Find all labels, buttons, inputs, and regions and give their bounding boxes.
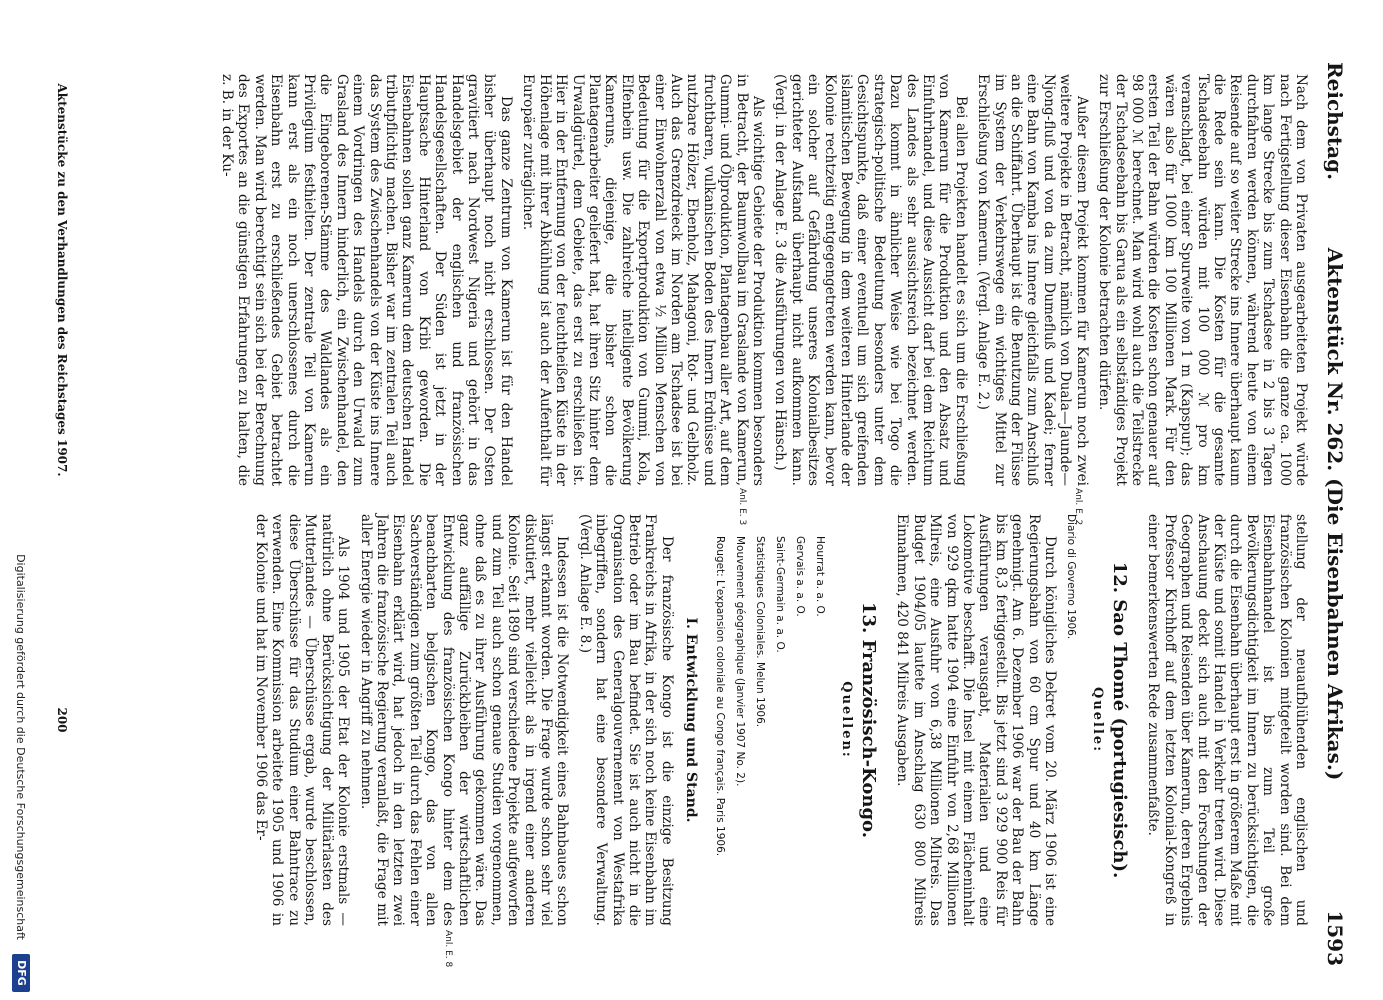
margin-note-anlage: Anl. E. 3 xyxy=(737,488,747,526)
dfg-logo: DFG xyxy=(12,954,30,992)
footer-publication-line: Aktenstücke zu den Verhandlungen des Reichstages 1907. xyxy=(55,83,69,477)
footer-page-number: 200 xyxy=(55,707,69,733)
subsection-heading: I. Entwicklung und Stand. xyxy=(683,617,700,823)
margin-note-anlage: Anl. E. 2 xyxy=(1073,488,1083,526)
section-paragraph: Der französische Kongo ist die einzige Besitzung Frankreichs in Afrika, in der sich noch keine Eisenbahn im Betrieb oder im Bau befindet. Sie ist auch nicht in die Organisation des Generalgouvernement von Westafrika inbegriffen, sondern hat eine besondere Verwaltung. (Vergl. Anlage E. 8.) xyxy=(576,514,675,926)
source-entry: Rouget: L'expansion coloniale au Congo français. Paris 1906. xyxy=(714,536,727,857)
section-sources-label: Quelle: xyxy=(1089,687,1105,753)
header-title: Aktenstück Nr. 262. (Die Eisenbahnen Afrikas.) xyxy=(1323,247,1347,781)
section-sources-label: Quellen: xyxy=(838,681,854,759)
section-paragraph: Indessen ist die Notwendigkeit eines Bahnbaues schon längst erkannt worden. Die Frage wurde schon sehr viel diskutiert, mehr vielleicht als in irgend einer anderen Kolonie. Seit 1890 sind verschiedene Projekte aufgeworfen und zum Teil auch schon genaue Studien vorgenommen, ohne daß es zu ihrer Ausführung gekommen wäre. Das ganz auffällige Zurückbleiben der wirtschaftlichen Entwicklung des französischen Kongo hinter dem des benachbarten belgischen Kongo, das von allen Sachverständigen zum größten Teil durch das Fehlen einer Eisenbahn erklärt wird, hat jedoch in den letzten zwei Jahren die französische Regierung veranlaßt, die Frage mit aller Energie wieder in Angriff zu nehmen. xyxy=(357,514,571,926)
source-entry: Mouvement géographique (Janvier 1907 No. 2). xyxy=(734,536,747,787)
section-title-sao-thome: 12. Sao Thomé (portugiesisch). xyxy=(1108,561,1130,879)
left-paragraph: Als wichtige Gebiete der Produktion kommen besonders in Betracht, der Baumwollbau im Graslande von Kamerun, Gummi- und Ölproduktion, Plantagenbau aller Art, auf dem fruchtbaren, vulkanischen Boden des Innern Erdnüsse und nutzbare Hölzer, Ebenholz, Mahagoni, Rot- und Gelbholz. Auch das Grenzdreieck im Norden am Tschadsee ist bei einer Einwohnerzahl von etwa ½ Million Menschen von Bedeutung für die Exportproduktion von Gummi, Kola, Elfenbein usw. Die zahlreiche intelligente Bevölkerung Kameruns, diejenige, die bisher schon die Plantagenarbeiter geliefert hat, hat ihren Sitz hinter dem Urwaldgürtel, dem Gebiete, das erst zu erschließen ist. Hier in der Entfernung von der feuchtheißen Küste in der Höhenlage mit ihrer Abkühlung ist auch der Aufenthalt für Europäer zuträglicher. xyxy=(520,74,766,486)
sources-list xyxy=(713,514,827,926)
left-paragraph: Nach dem von Privaten ausgearbeiteten Projekt würde nach Fertigstellung dieser Eisenbahn die ganze ca. 1000 km lange Strecke bis zum Tschadsee in 2 bis 3 Tagen durchfahren werden können, während heute von einem Reisende auf so weiter Strecke ins Innere überhaupt kaum die Rede sein kann. Die Kosten für die gesamte Tschadseebahn würden mit 100 000 ℳ pro km veranschlagt, bei einer Spurweite von 1 m (Kapspur); das wären also für 1000 km 100 Millionen Mark. Für den ersten Teil der Bahn würden die Kosten schon genauer auf 98 000 ℳ berechnet. Man wird wohl auch die Teilstrecke der Tschadseebahn bis Garua als ein selbständiges Projekt zur Erschließung der Kolonie betrachten dürfen. xyxy=(1096,74,1309,486)
page-header xyxy=(1317,62,1347,966)
margin-note-anlage: Anl. E. 8 xyxy=(443,930,453,968)
section-title-franzoesisch-kongo: 13. Französisch-Kongo. xyxy=(858,601,880,838)
left-paragraph: Bei allen Projekten handelt es sich um die Erschließung von Kamerun für die Produktion und den Absatz und Einfuhrhandel, und diese Aussicht darf bei dem Reichtum des Landes als sehr aussichtsreich bezeichnet werden. Dazu kommt in ähnlicher Weise wie bei Togo die strategisch-politische Bedeutung besonders unter dem Gesichtspunkte, daß einer eventuell um sich greifenden islamitischen Bewegung in dem weiteren Hinterlande der Kolonie rechtzeitig entgegengetreten werden kann, bevor ein solcher auf Gefährdung unseres Kolonialbesitzes gerichteter Aufstand überhaupt nicht aufkommen kann. (Vergl. in der Anlage E. 3 die Ausführungen von Hänsch.) xyxy=(772,74,969,486)
digitization-credit xyxy=(7,0,31,1000)
right-column xyxy=(247,514,1309,926)
header-left: Reichstag. xyxy=(1323,62,1347,181)
right-intro-paragraph: stellung der neuaufblühenden englischen und französischen Kolonien mitgeteilt worden sind. Bei dem Eisenbahnhandel ist bis zum Teil große Bevölkerungsdichtigkeit im Innern zu berücksichtigen, die durch die Eisenbahn überhaupt erst in größerem Maße mit der Küste und somit Handel in Verkehr treten wird. Diese Anschauung deckt sich auch mit den Forschungen der Geographen und Reisenden über Kamerun, deren Ergebnis Professor Kirchhoff auf dem letzten Kolonial-Kongreß in einer bemerkenswerten Rede zusammenfaßte. xyxy=(1145,514,1309,926)
header-page-number: 1593 xyxy=(1323,910,1347,966)
left-paragraph: Außer diesem Projekt kommen für Kamerun noch zwei weitere Projekte in Betracht, nämlich von Duala—Jaunde—Njong-fluß und von da zum Dumefluß und Kadei; ferner eine Bahn von Kamba ins Innere gleichfalls zum Anschluß an die Schiffahrt. Überhaupt ist die Benutzung der Flüsse im System der Verkehrswege ein wichtiges Mittel zur Erschließung von Kamerun. (Vergl. Anlage E. 2.) xyxy=(975,74,1090,486)
digitization-text: Digitalisierung gefördert durch die Deutsche Forschungsgemeinschaft xyxy=(14,554,27,940)
left-column xyxy=(213,74,1309,486)
left-paragraph: Das ganze Zentrum von Kamerun ist für den Handel bisher überhaupt noch nicht erschlossen. Der Osten gravitiert nach Nordwest Nigeria und gehört in das Handelsgebiet der englischen und französischen Handelsgesellschaften. Der Süden ist jetzt in der Hauptsache Hinterland von Kribi geworden. Die Eisenbahnen sollen ganz Kamerun dem deutschen Handel tributpflichtig machen. Bisher war im zentralen Teil auch das System des Zwischenhandels von der Küste ins Innere einem Vordringen des Handels durch den Urwald zum Grasland des Innern hinderlich, ein Zwischenhandel, den die Eingeborenen-Stämme des Waldlandes als ein Privilegium festhielten. Der zentrale Teil von Kamerun kann erst als ein noch unerschlossenes durch die Eisenbahn erst zu erschließendes Gebiet betrachtet werden. Man wird berechtigt sein sich bei der Berechnung des Exportes an die günstigen Erfahrungen zu halten, die z. B. in der Ku- xyxy=(219,74,514,486)
source-entry: Hourrat a. a. O. xyxy=(814,536,827,617)
source-entry: Gervais a. a. O. xyxy=(794,536,807,617)
source-entry: Statistiques Coloniales. Melun 1906. xyxy=(754,536,767,728)
source-entry: Saint-Germain a. a. O. xyxy=(774,536,787,653)
source-entry: Diario di Governo 1906. xyxy=(1065,514,1078,640)
section-paragraph: Durch königliches Dekret vom 20. März 1906 ist eine Regierungsbahn von 60 cm Spur und 40 km Länge genehmigt. Am 6. Dezember 1906 war der Bau der Bahn bis km 8,3 fertiggestellt. Bis jetzt sind 3 929 900 Reis für Ausführungen verausgabt, Materialien und eine Lokomotive beschafft. Die Insel mit einem Flächeninhalt von 929 qkm hatte 1904 eine Einfuhr von 2,68 Millionen Milreis, eine Ausfuhr von 6,38 Millionen Milreis. Das Budget 1904/05 lautete im Anschlag 630 800 Milreis Einnahmen, 420 841 Milreis Ausgaben. xyxy=(894,514,1059,926)
section-paragraph: Als 1904 und 1905 der Etat der Kolonie erstmals — natürlich ohne Berücksichtigung der Militärlasten des Mutterlandes — Überschüsse ergab, wurde beschlossen, diese Überschüsse für das Studium einer Bahntrace zu verwenden. Eine Kommission arbeitete 1905 und 1906 in der Kolonie und hat im November 1906 das Er- xyxy=(253,514,352,926)
